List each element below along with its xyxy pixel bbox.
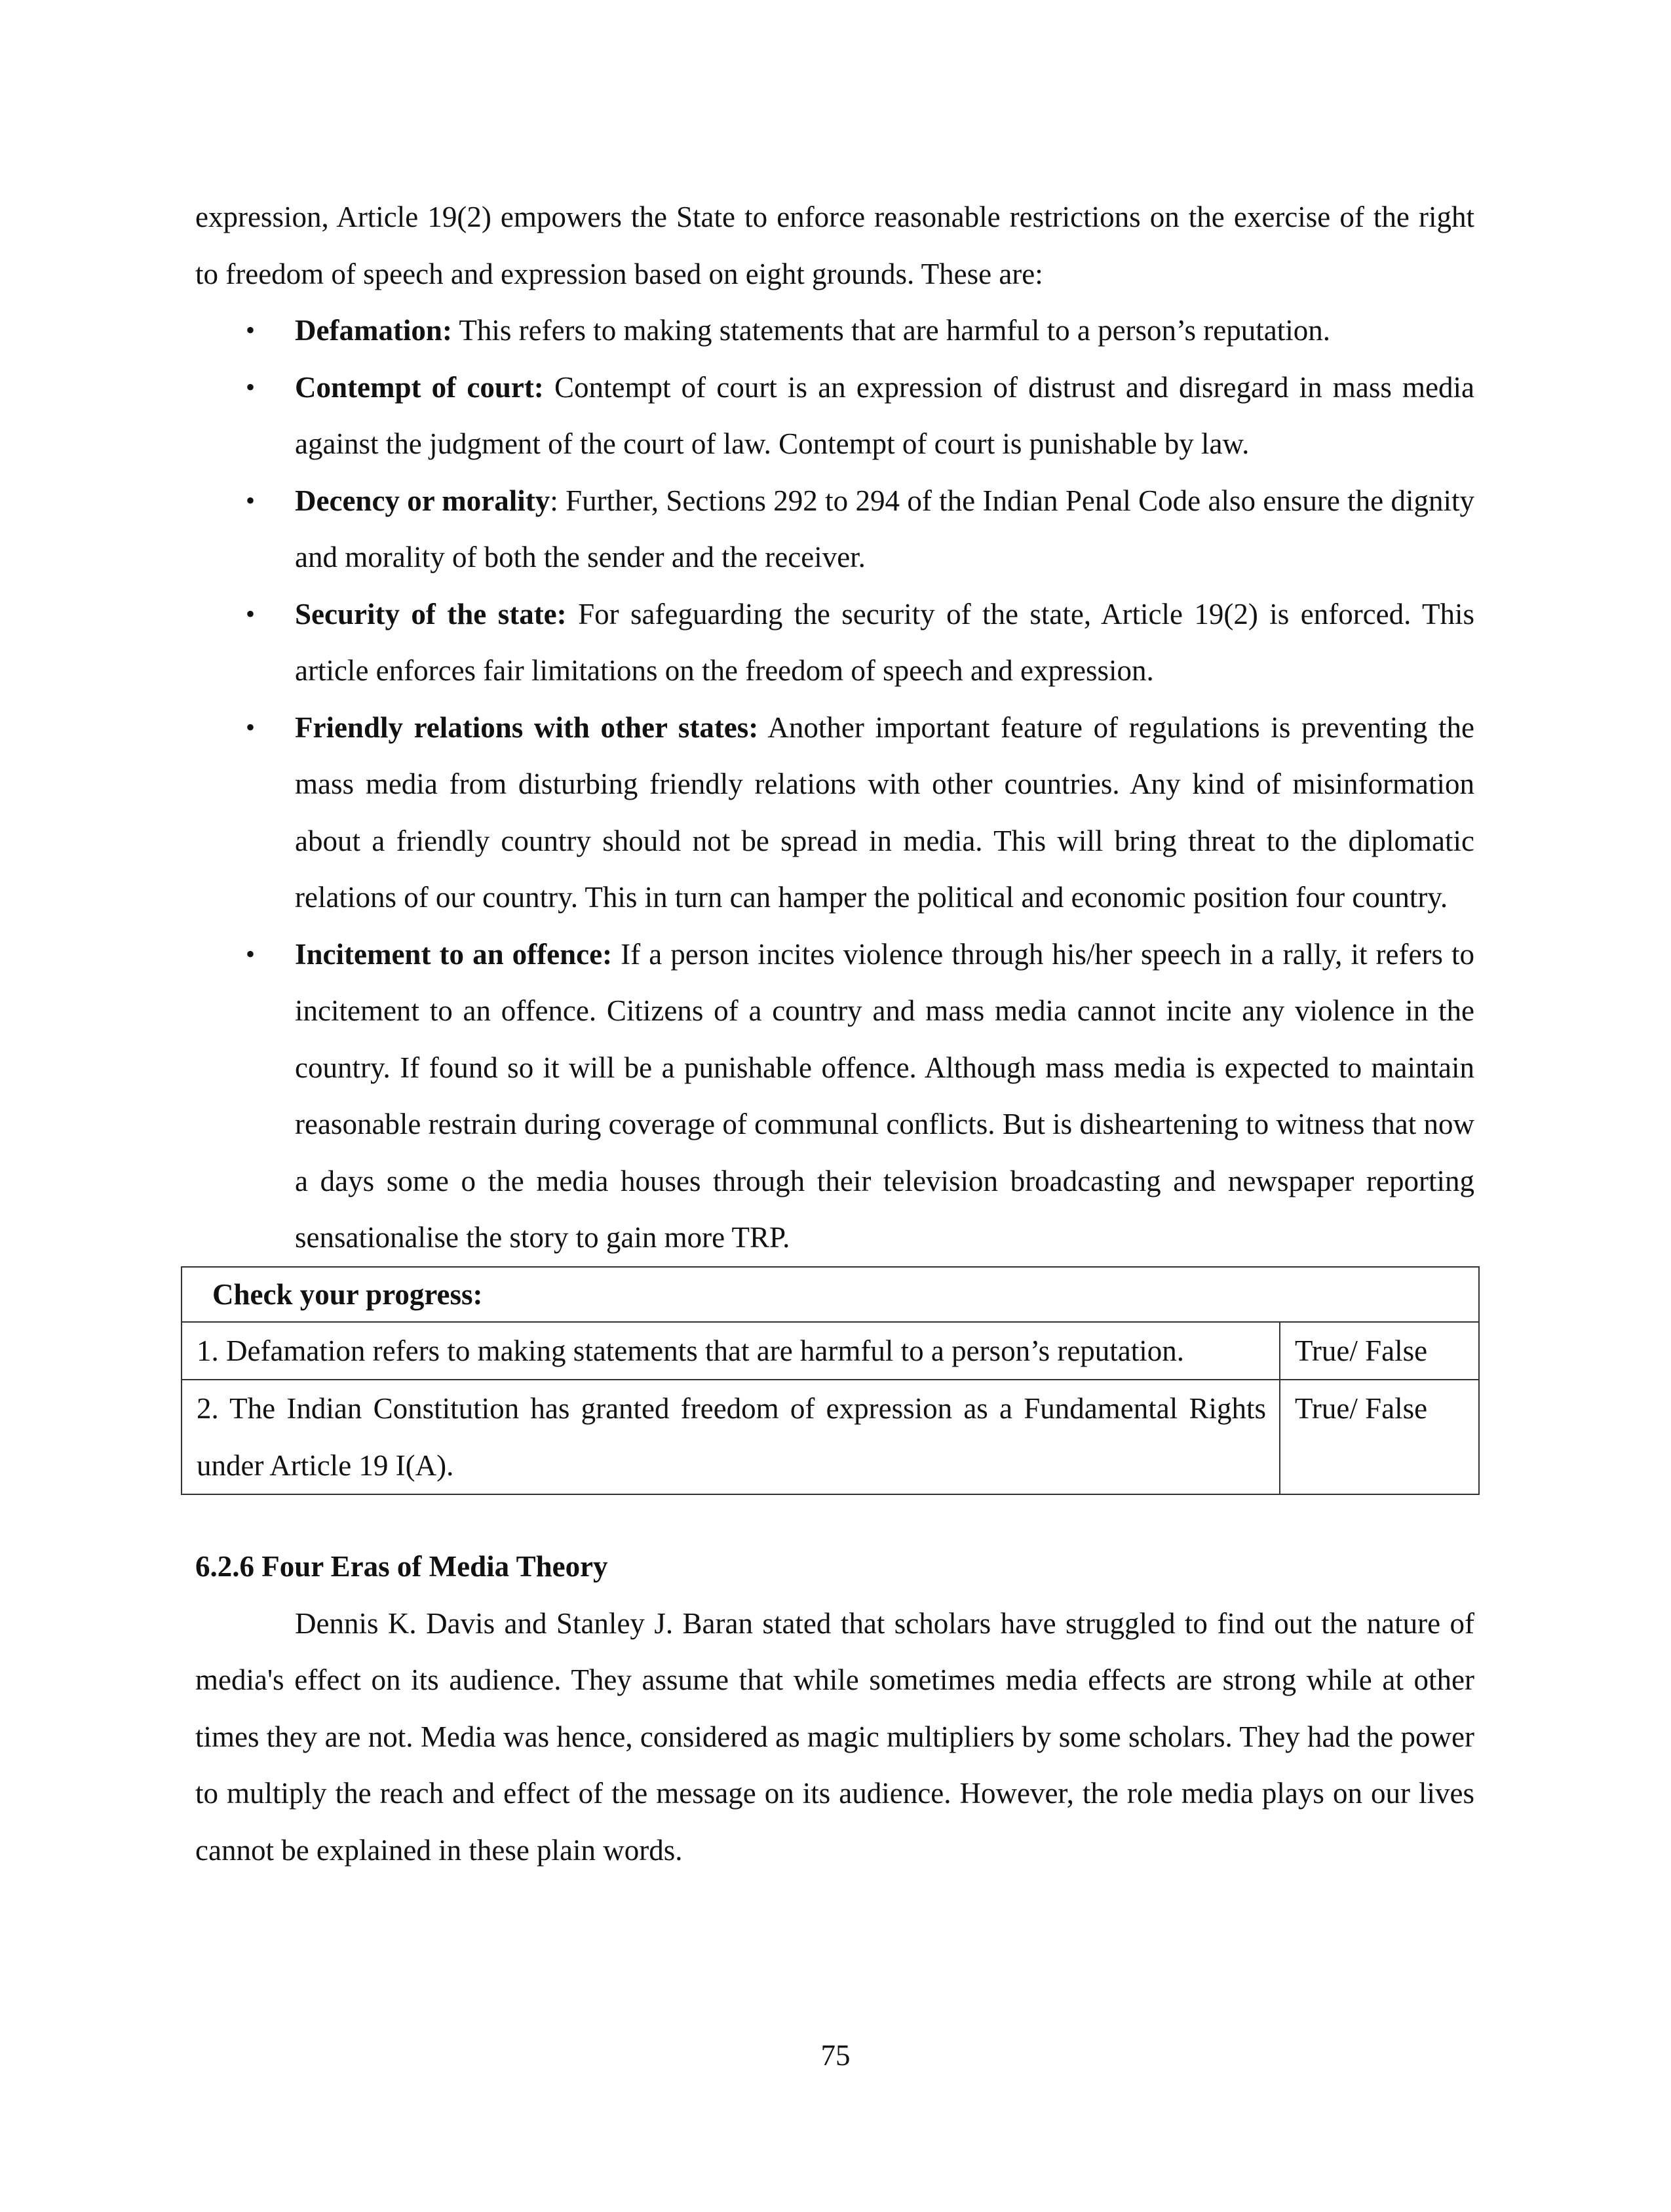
- list-item-contempt-of-court: [195, 359, 1474, 473]
- section-paragraph: Dennis K. Davis and Stanley J. Baran stated that scholars have struggled to find out the nature of media's effect on its audience. They assume that while sometimes media effects are strong while at other times they are not. Media was hence, considered as magic multipliers by some scholars. They had the power to multiply the reach and effect of the message on its audience. However, the role media plays on our lives cannot be explained in these plain words.: [195, 1606, 1474, 1867]
- bullet-text: This refers to making statements that are harmful to a person’s reputation.: [451, 314, 1330, 347]
- list-item-decency-morality: [195, 473, 1474, 586]
- bullet-icon: •: [246, 485, 256, 515]
- bullet-icon: •: [246, 712, 256, 742]
- bullet-term: Security of the state:: [295, 597, 567, 631]
- intro-paragraph: expression, Article 19(2) empowers the State to enforce reasonable restrictions on the exercise of the right to freedom of speech and expression based on eight grounds. These are:: [195, 201, 1474, 290]
- question-answer-options: True/ False: [1280, 1322, 1479, 1380]
- restriction-grounds-list: [195, 302, 1474, 1266]
- section-heading: 6.2.6 Four Eras of Media Theory: [195, 1550, 608, 1583]
- bullet-term: Contempt of court:: [295, 370, 544, 404]
- bullet-text: For safeguarding the security of the state, Article 19(2) is enforced. This article enforces fair limitations on the freedom of speech and expression.: [295, 597, 1474, 687]
- bullet-term: Friendly relations with other states:: [295, 710, 759, 744]
- table-row: [182, 1322, 1479, 1380]
- list-item-incitement: [195, 926, 1474, 1266]
- table-row: [182, 1380, 1479, 1494]
- bullet-term: Incitement to an offence:: [295, 937, 613, 971]
- question-text: 1. Defamation refers to making statements that are harmful to a person’s reputation.: [182, 1322, 1280, 1380]
- bullet-icon: •: [246, 315, 256, 345]
- bullet-text: : Further, Sections 292 to 294 of the Indian Penal Code also ensure the dignity and morality of both the sender and the receiver.: [295, 484, 1474, 573]
- bullet-text: Contempt of court is an expression of distrust and disregard in mass media against the judgment of the court of law. Contempt of court is punishable by law.: [295, 370, 1474, 460]
- page-content: [195, 189, 1474, 1878]
- question-text: 2. The Indian Constitution has granted freedom of expression as a Fundamental Rights under Article 19 I(A).: [182, 1380, 1280, 1494]
- list-item-friendly-relations: [195, 699, 1474, 926]
- bullet-term: Decency or morality: [295, 484, 550, 517]
- list-item-security-of-state: [195, 586, 1474, 699]
- question-answer-options: True/ False: [1280, 1380, 1479, 1494]
- progress-heading: Check your progress:: [182, 1267, 1479, 1322]
- list-item-defamation: [195, 302, 1474, 359]
- bullet-icon: •: [246, 939, 256, 969]
- bullet-icon: •: [246, 598, 256, 629]
- bullet-term: Defamation:: [295, 314, 452, 347]
- page-number: 75: [820, 2039, 851, 2072]
- bullet-text: Another important feature of regulations is preventing the mass media from disturbing friendly relations with other countries. Any kind of misinformation about a friendly country should not be spread in media. This will bring threat to the diplomatic relations of our country. This in turn can hamper the political and economic position four country.: [295, 710, 1474, 914]
- progress-header-row: [182, 1267, 1479, 1322]
- bullet-text: If a person incites violence through his/her speech in a rally, it refers to incitement to an offence. Citizens of a country and mass media cannot incite any violence in the country. If found so it will be a punishable offence. Although mass media is expected to maintain reasonable restrain during coverage of communal conflicts. But is disheartening to witness that now a days some o the media houses through their television broadcasting and newspaper reporting sensationalise the story to gain more TRP.: [295, 937, 1475, 1254]
- check-your-progress-table: [181, 1266, 1480, 1496]
- bullet-icon: •: [246, 372, 256, 402]
